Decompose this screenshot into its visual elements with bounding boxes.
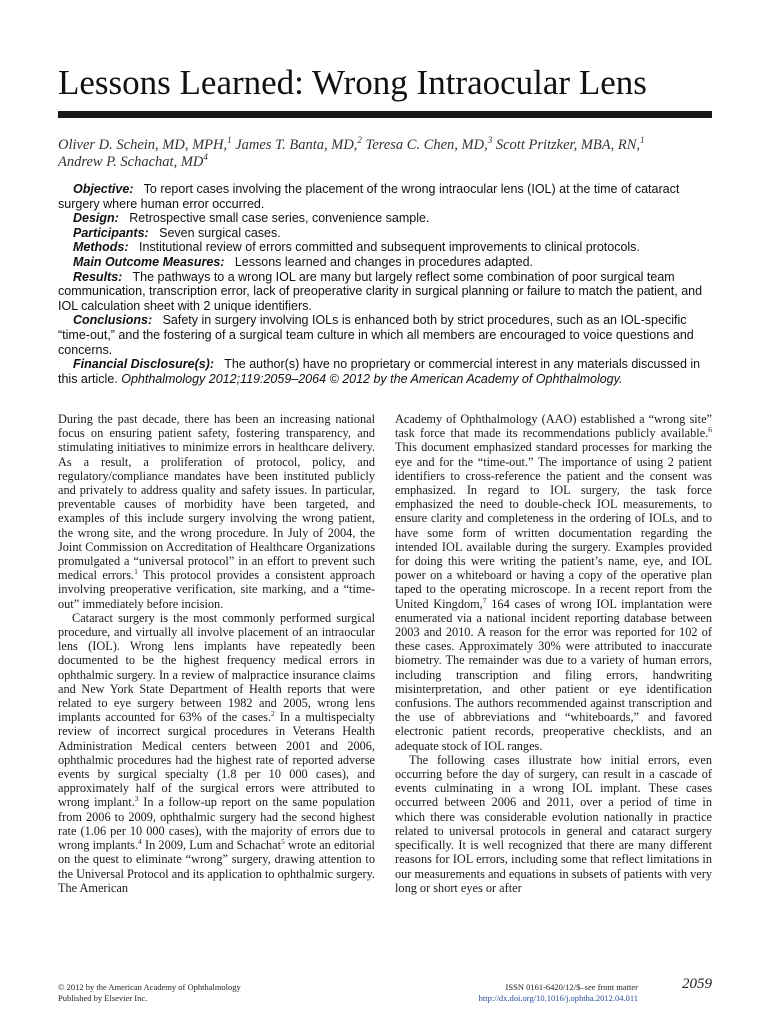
body-text: Academy of Ophthalmology (AAO) established a “wrong site” task force that made its recommendations publicly available. [395, 412, 712, 441]
publisher-line: Published by Elsevier Inc. [58, 993, 148, 1003]
author-name: Scott Pritzker, MBA, RN, [495, 137, 641, 153]
body-text: In 2009, Lum and Schachat [141, 838, 282, 853]
section-label: Conclusions: [73, 313, 153, 328]
reference-mark: 4 [138, 837, 142, 847]
issn-line: ISSN 0161-6420/12/$–see front matter [505, 982, 638, 992]
abstract-design [58, 211, 712, 226]
article-title: Lessons Learned: Wrong Intraocular Lens [58, 63, 647, 102]
abstract-financial [58, 357, 712, 386]
body-paragraph [58, 412, 375, 611]
section-label: Participants: [73, 225, 149, 240]
body-text: Cataract surgery is the most commonly performed surgical procedure, and virtually all involve placement of an intraocular lens (IOL). Wrong lens implants have repeatedly been documented to be the highest frequency medical errors in ophthalmic surgery. In a review of malpractice insurance claims and New York State Department of Health reports that were related to eye surgery between 1982 and 2005, wrong lens implants accounted for 63% of the cases. [58, 610, 375, 725]
section-label: Objective: [73, 182, 134, 196]
page-number: 2059 [682, 976, 712, 992]
author-name: Teresa C. Chen, MD, [365, 137, 488, 153]
abstract-objective [58, 182, 712, 211]
body-text: This document emphasized standard processes for marking the eye and for the “time-out.” The importance of using 2 patient identifiers to cross-reference the patient and the consent was emphasized. In regard to IOL surgery, the task force emphasized the need to double-check IOL measurements, to ensure clarity and completeness in the ordering of IOLs, and to have some form of written documentation regarding the intended IOL available during the surgery. Examples provided for doing this were writing the patient’s name, eye, and IOL power on a whiteboard or having a copy of the operative plan taped to the operating microscope. In a recent report from the United Kingdom, [395, 440, 712, 611]
body-column-right [395, 412, 712, 895]
author-list [58, 137, 712, 171]
doi-link[interactable]: http://dx.doi.org/10.1016/j.ophtha.2012.04.011 [478, 993, 638, 1003]
body-text: In a multispecialty review of incorrect surgical procedures in Veterans Health Administration Medical centers between 2001 and 2006, ophthalmic procedures had the highest rate of reported adverse events by surgical specialty (1.8 per 10 000 cases), and approximately half of the surgical errors were attributed to wrong implant. [58, 710, 376, 810]
abstract-conclusions [58, 313, 712, 357]
reference-mark: 7 [482, 595, 487, 605]
section-text: The author(s) have no proprietary or commercial interest in any materials discussed in this article. [58, 357, 701, 386]
body-paragraph: The following cases illustrate how initial errors, even occurring before the day of surgery, can result in a cascade of events culminating in a wrong IOL implant. These cases occurred between 2006 and 2011, over a period of time in which there was considerable evolution nationally in practice related to universal protocols in general and cataract surgery specifically. It is well recognized that there are many different reasons for IOL errors, including some that reflect limitations in our measurements and equations in subsets of patients with very long or short eyes or after [395, 752, 712, 895]
section-text: Institutional review of errors committed and subsequent improvements to clinical protocols. [138, 240, 640, 255]
abstract [58, 182, 712, 386]
affiliation-mark: 4 [203, 152, 208, 162]
affiliation-mark: 1 [227, 135, 232, 145]
journal-citation: Ophthalmology 2012;119:2059–2064 © 2012 by the American Academy of Ophthalmology. [121, 371, 623, 386]
footer-issn [479, 982, 638, 1004]
author-name: Andrew P. Schachat, MD [58, 154, 204, 170]
section-label: Methods: [73, 240, 129, 255]
copyright-line: © 2012 by the American Academy of Ophthalmology [58, 982, 241, 992]
body-text: 164 cases of wrong IOL implantation were enumerated via a national incident reporting database between 2003 and 2010. A reason for the error was reported for 102 of these cases. Approximately 30% were attributed to inaccurate biometry. The remainder was due to a variety of human errors, including transcription and filing errors, handwriting misinterpretation, and other patient or eye identification confusions. The authors recommended against transcription and the use of abbreviations and “whiteboards,” and favored electronic patient records, preoperative checklists, and an adequate stock of IOL ranges. [395, 596, 712, 753]
section-text: To report cases involving the placement of the wrong intraocular lens (IOL) at the time of cataract surgery where human error occurred. [58, 182, 680, 211]
reference-mark: 3 [134, 794, 139, 804]
section-label: Design: [73, 211, 119, 226]
author-name: James T. Banta, MD, [235, 137, 358, 153]
abstract-methods [58, 240, 712, 255]
body-column-left [58, 412, 375, 895]
body-paragraph [58, 611, 375, 895]
affiliation-mark: 1 [640, 135, 645, 145]
section-text: Lessons learned and changes in procedures adapted. [234, 254, 533, 269]
reference-mark: 5 [281, 837, 285, 847]
section-label: Main Outcome Measures: [73, 254, 225, 269]
reference-mark: 1 [134, 567, 138, 577]
title-rule [58, 111, 712, 118]
body-text: This protocol provides a consistent approach involving preoperative verification, site marking, and a “time-out” immediately before incision. [58, 568, 375, 611]
section-text: The pathways to a wrong IOL are many but largely reflect some combination of poor surgical team communication, transcription error, lack of preoperative clarity in surgical planning or failure to match the patient, and IOL calculation sheet with 2 unique identifiers. [58, 269, 703, 313]
body-text: wrote an editorial on the quest to eliminate “wrong” surgery, drawing attention to the Universal Protocol and its application to ophthalmic surgery. The American [58, 838, 375, 895]
section-label: Results: [73, 269, 123, 284]
footer-copyright [58, 982, 241, 1004]
section-text: Retrospective small case series, convenience sample. [129, 211, 430, 226]
abstract-main-outcome [58, 255, 712, 270]
body-text: In a follow-up report on the same population from 2006 to 2009, ophthalmic surgery had the second highest rate (1.06 per 10 000 cases), with the majority of errors due to wrong implants. [58, 795, 375, 853]
affiliation-mark: 2 [357, 135, 362, 145]
section-text: Seven surgical cases. [159, 225, 281, 240]
reference-mark: 2 [271, 709, 275, 719]
section-text: Safety in surgery involving IOLs is enhanced both by strict procedures, such as an IOL-specific “time-out,” and the fostering of a surgical team culture in which all members are encouraged to voice questions and concerns. [58, 313, 694, 357]
reference-mark: 6 [708, 425, 712, 435]
abstract-results [58, 270, 712, 314]
affiliation-mark: 3 [487, 135, 493, 145]
abstract-participants [58, 226, 712, 241]
author-name: Oliver D. Schein, MD, MPH, [58, 137, 228, 153]
body-text: During the past decade, there has been an increasing national focus on ensuring patient safety, fostering transparency, and stimulating initiatives to minimize errors in healthcare delivery. As a result, a proliferation of protocol, policy, and regulatory/compliance mandates have been instituted publicly and privately to address quality and safety issues. In particular, preventable causes of morbidity have been targeted, and examples of this include surgery involving the wrong patient, the wrong site, and the wrong procedure. In July of 2004, the Joint Commission on Accreditation of Healthcare Organizations promulgated a “universal protocol” in an effort to prevent such medical errors. [58, 412, 375, 583]
body-paragraph [395, 412, 712, 753]
section-label: Financial Disclosure(s): [73, 357, 215, 372]
